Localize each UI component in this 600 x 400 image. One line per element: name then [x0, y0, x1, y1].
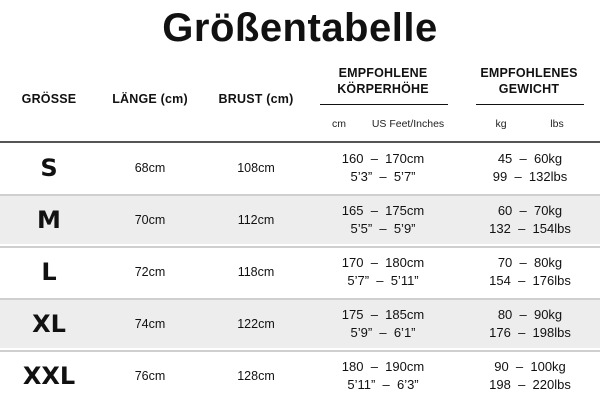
header-weight-line1: EMPFOHLENES: [480, 66, 578, 80]
height-us-value: 5’11” – 6’3”: [347, 377, 419, 392]
height-cm-value: 160 – 170cm: [341, 151, 425, 166]
weight-kg-value: 45 – 60kg: [497, 151, 563, 166]
length-value: 74cm: [134, 317, 166, 331]
page-title: Größentabelle: [162, 6, 438, 50]
header-size: GRÖSSE: [21, 92, 77, 106]
length-value: 70cm: [134, 213, 166, 227]
header-weight-unit-kg: kg: [495, 118, 507, 130]
height-cm-value: 165 – 175cm: [341, 203, 425, 218]
header-height-underline: [320, 104, 448, 105]
weight-lbs-value: 99 – 132lbs: [492, 169, 568, 184]
chest-value: 108cm: [237, 161, 275, 175]
header-weight-underline: [476, 104, 584, 105]
height-us-value: 5’3” – 5’7”: [350, 169, 416, 184]
height-us-value: 5’9” – 6’1”: [350, 325, 416, 340]
header-length: LÄNGE (cm): [112, 92, 188, 106]
table-row: [0, 196, 600, 244]
height-us-value: 5’7” – 5’11”: [347, 273, 419, 288]
header-divider: [0, 141, 600, 143]
weight-kg-value: 80 – 90kg: [497, 307, 563, 322]
height-cm-value: 175 – 185cm: [341, 307, 425, 322]
length-value: 72cm: [134, 265, 166, 279]
size-label: XL: [32, 310, 66, 338]
table-row: [0, 352, 600, 400]
height-cm-value: 180 – 190cm: [341, 359, 425, 374]
chest-value: 118cm: [237, 265, 275, 279]
weight-kg-value: 60 – 70kg: [497, 203, 563, 218]
table-row: [0, 144, 600, 192]
header-weight-line2: GEWICHT: [498, 82, 560, 96]
size-label: L: [41, 258, 57, 286]
table-row: [0, 248, 600, 296]
length-value: 68cm: [134, 161, 166, 175]
height-cm-value: 170 – 180cm: [341, 255, 425, 270]
header-height-unit-cm: cm: [332, 118, 346, 130]
weight-lbs-value: 176 – 198lbs: [489, 325, 571, 340]
weight-lbs-value: 198 – 220lbs: [489, 377, 571, 392]
size-label: XXL: [22, 362, 76, 390]
chest-value: 112cm: [237, 213, 275, 227]
height-us-value: 5’5” – 5’9”: [350, 221, 416, 236]
header-chest: BRUST (cm): [218, 92, 294, 106]
header-height-unit-us: US Feet/Inches: [371, 118, 445, 130]
weight-lbs-value: 132 – 154lbs: [489, 221, 571, 236]
size-label: S: [40, 154, 58, 182]
chest-value: 128cm: [237, 369, 275, 383]
size-label: M: [37, 206, 61, 234]
weight-kg-value: 90 – 100kg: [494, 359, 566, 374]
weight-lbs-value: 154 – 176lbs: [489, 273, 571, 288]
header-height-line2: KÖRPERHÖHE: [337, 82, 429, 96]
header-height-line1: EMPFOHLENE: [338, 66, 428, 80]
length-value: 76cm: [134, 369, 166, 383]
weight-kg-value: 70 – 80kg: [497, 255, 563, 270]
table-row: [0, 300, 600, 348]
header-weight-unit-lbs: lbs: [550, 118, 564, 130]
chest-value: 122cm: [237, 317, 275, 331]
